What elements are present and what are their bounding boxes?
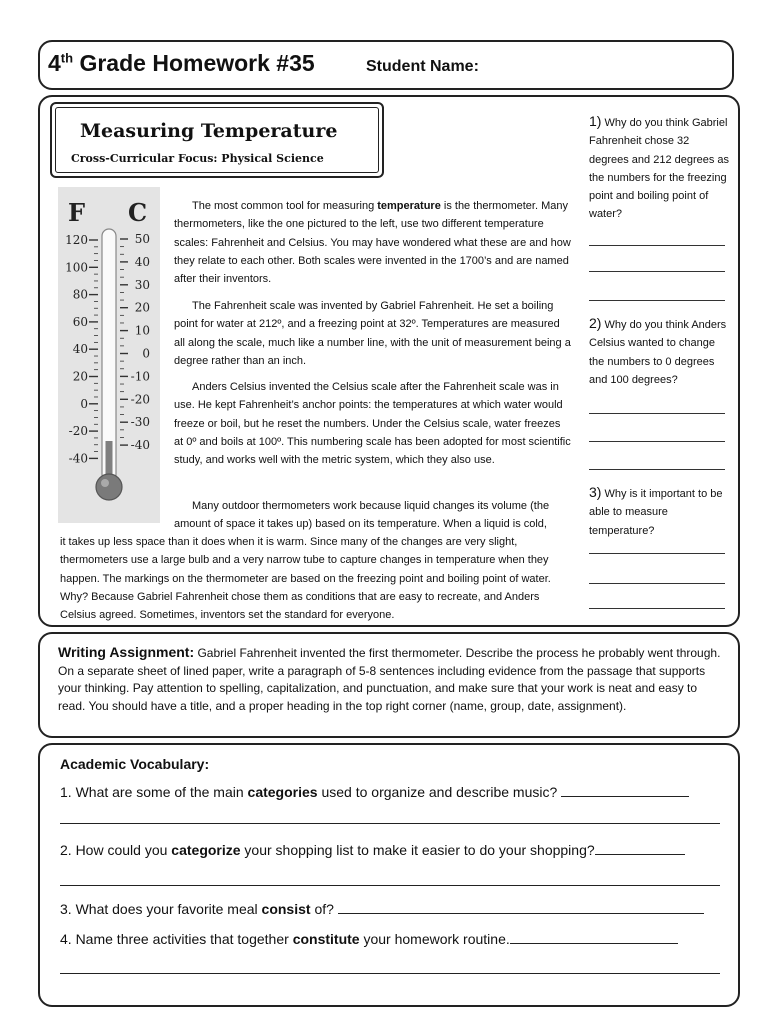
answer-line[interactable] <box>589 553 725 554</box>
fahrenheit-tick-label: -40 <box>68 451 88 466</box>
fahrenheit-tick-label: 20 <box>72 369 88 384</box>
fahrenheit-tick-label: 80 <box>72 287 88 302</box>
question-2: 2) Why do you think Anders Celsius wanted to change the numbers to 0 degrees and 100 degrees? <box>589 315 727 386</box>
celsius-tick-label: 20 <box>134 300 150 315</box>
writing-assignment-text: Writing Assignment: Gabriel Fahrenheit invented the first thermometer. Describe the process he probably went through. On a separate sheet of lined paper, write a paragraph of 5-8 sentences including evidence from the passage that supports your thinking. Pay attention to spelling, capitalization, and punctuation, and make sure that your work is neat and easy to read. You should have a title, and a proper heading in the top right corner (name, group, date, assignment). <box>58 644 721 713</box>
celsius-tick-label: 0 <box>142 346 150 361</box>
celsius-tick-label: -20 <box>130 392 150 407</box>
homework-title: 4th Grade Homework #35 <box>48 50 315 76</box>
passage-paragraph-1: The most common tool for measuring temperature is the thermometer. Many thermometers, like the one pictured to the left, use two different temperature scales: Fahrenheit and Celsius. You may have wondered what these are and how they relate to each other. Both scales were invented in the 1700’s and are named after their inventors. <box>174 200 571 286</box>
answer-line[interactable] <box>589 469 725 470</box>
vocab-question-1: 1. What are some of the main categories used to organize and describe music? <box>60 783 689 801</box>
answer-line[interactable] <box>589 608 725 609</box>
answer-line[interactable] <box>589 441 725 442</box>
fahrenheit-tick-label: 40 <box>72 342 88 357</box>
lesson-subtitle: Cross-Curricular Focus: Physical Science <box>71 152 324 165</box>
answer-line[interactable] <box>589 300 725 301</box>
lesson-title-box <box>50 102 384 178</box>
vocab-question-2: 2. How could you categorize your shopping list to make it easier to do your shopping? <box>60 841 685 859</box>
celsius-tick-label: 50 <box>134 232 150 246</box>
celsius-tick-label: -10 <box>130 369 150 384</box>
passage-paragraph-4-continued: it takes up less space than it does when it is warm. Since many of the changes are very slight, thermometers use a large bulb and a very narrow tube to capture changes in temperature when they happen. The markings on the thermometer are based on the freezing point and boiling point of water. Why? Because Gabriel Fahrenheit chose them as conditions that are easy to recreate, and Anders Celsius agreed. Sometimes, inventors set the standard for everyone. <box>60 536 551 622</box>
answer-line[interactable] <box>60 823 720 824</box>
student-name-label: Student Name: <box>366 58 479 75</box>
answer-line[interactable] <box>589 413 725 414</box>
header-box <box>38 40 734 90</box>
academic-vocabulary-box <box>38 743 740 1007</box>
answer-line[interactable] <box>60 973 720 974</box>
celsius-tick-label: 30 <box>134 277 150 292</box>
fahrenheit-tick-label: 100 <box>65 260 88 275</box>
passage-paragraph-2: The Fahrenheit scale was invented by Gabriel Fahrenheit. He set a boiling point for water at 212º, and a freezing point at 32º. Temperatures are measured all along the scale, much like a number line, with the unit of measurement being a degree rather than an inch. <box>174 300 571 367</box>
passage-paragraph-4: Many outdoor thermometers work because liquid changes its volume (the amount of space it takes up) based on its temperature. When a liquid is cold, <box>174 500 550 531</box>
celsius-tick-label: 10 <box>134 323 150 338</box>
vocab-question-3: 3. What does your favorite meal consist of? <box>60 900 704 918</box>
writing-assignment-box <box>38 632 740 738</box>
celsius-tick-label: 40 <box>134 254 150 269</box>
fahrenheit-tick-label: 120 <box>65 233 88 247</box>
answer-line[interactable] <box>589 245 725 246</box>
thermometer-bulb <box>96 474 122 500</box>
passage-paragraph-3: Anders Celsius invented the Celsius scale after the Fahrenheit scale was in use. He kept Fahrenheit’s anchor points: the temperatures at which water would freeze or boil, but he reset the numbers. Under the Celsius scale, water freezes at 0º and boils at 100º. This numbering scale has been adopted for most scientific study, and works well with the metric system, which they also use. <box>174 381 571 467</box>
answer-line[interactable] <box>589 583 725 584</box>
question-1: 1) Why do you think Gabriel Fahrenheit chose 32 degrees and 212 degrees as the numbers for the freezing point and boiling point of water? <box>589 113 730 221</box>
thermometer-image <box>58 187 160 523</box>
vocab-question-4: 4. Name three activities that together constitute your homework routine. <box>60 930 678 948</box>
main-section <box>38 95 740 627</box>
question-3: 3) Why is it important to be able to measure temperature? <box>589 484 723 537</box>
answer-line[interactable] <box>60 885 720 886</box>
celsius-tick-label: -30 <box>130 415 150 430</box>
fahrenheit-tick-label: -20 <box>68 424 88 439</box>
fahrenheit-tick-label: 0 <box>80 396 88 411</box>
vocabulary-heading: Academic Vocabulary: <box>60 756 210 772</box>
lesson-title: Measuring Temperature <box>80 120 338 142</box>
writing-assignment-heading: Writing Assignment: <box>58 644 195 660</box>
fahrenheit-label: F <box>68 198 86 227</box>
celsius-tick-label: -40 <box>130 438 150 453</box>
celsius-label: C <box>128 198 148 227</box>
answer-line[interactable] <box>589 271 725 272</box>
fahrenheit-tick-label: 60 <box>72 314 88 329</box>
